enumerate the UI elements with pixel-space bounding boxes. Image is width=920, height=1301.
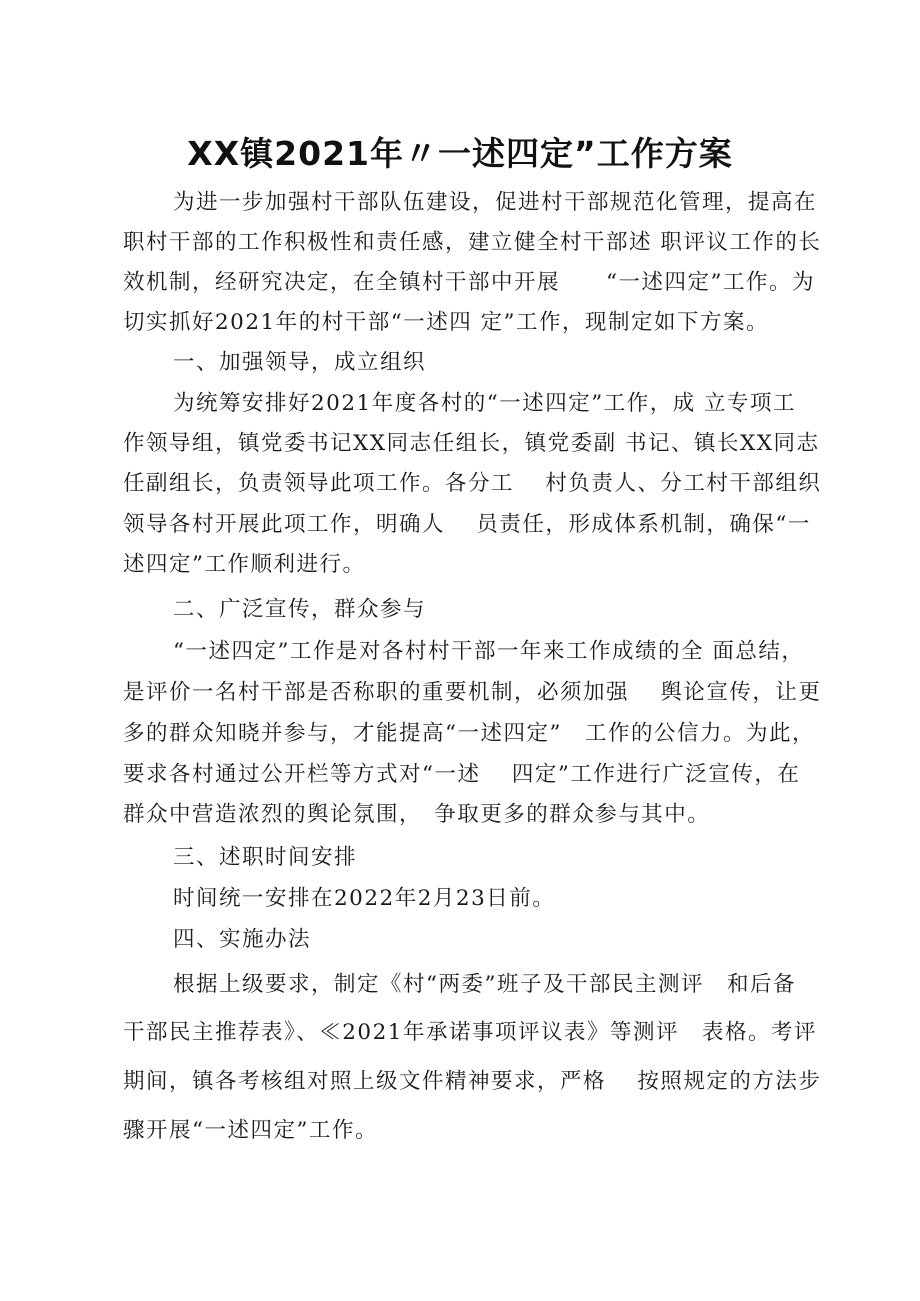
paragraph-line: 效机制，经研究决定，在全镇村干部中开展 “一述四定”工作。为 — [123, 270, 815, 295]
paragraph-line: 是评价一名村干部是否称职的重要机制，必须加强 舆论宣传，让更 — [123, 680, 822, 705]
paragraph-line: 时间统一安排在2022年2月23日前。 — [173, 886, 556, 911]
paragraph-line: 任副组长，负责领导此项工作。各分工 村负责人、分工村干部组织 — [123, 471, 822, 496]
section-heading: 三、述职时间安排 — [173, 845, 358, 870]
section-heading: 二、广泛宣传，群众参与 — [173, 597, 427, 622]
paragraph-line: 作领导组，镇党委书记XX同志任组长，镇党委副 书记、镇长XX同志 — [123, 431, 820, 456]
paragraph-line: 干部民主推荐表》、≪2021年承诺事项评议表》等测评 表格。考评 — [123, 1020, 817, 1045]
paragraph-line: 群众中营造浓烈的舆论氛围， 争取更多的群众参与其中。 — [123, 802, 711, 827]
paragraph-line: 期间，镇各考核组对照上级文件精神要求，严格 按照规定的方法步 — [123, 1069, 822, 1094]
section-heading: 一、加强领导，成立组织 — [173, 350, 427, 375]
paragraph-line: 职村干部的工作积极性和责任感，建立健全村干部述 职评议工作的长 — [123, 230, 822, 255]
paragraph-line: 多的群众知晓并参与，才能提高“一述四定” 工作的公信力。为此， — [123, 721, 815, 746]
paragraph-line: 切实抓好2021年的村干部“一述四 定”工作，现制定如下方案。 — [123, 310, 770, 335]
document-title: XX镇2021年〃一述四定”工作方案 — [187, 134, 733, 173]
section-heading: 四、实施办法 — [173, 927, 312, 952]
paragraph-line: 领导各村开展此项工作，明确人 员责任，形成体系机制，确保“一 — [123, 512, 811, 537]
paragraph-line: 述四定”工作顺利进行。 — [123, 552, 366, 577]
paragraph-line: 为统筹安排好2021年度各村的“一述四定”工作，成 立专项工 — [173, 391, 797, 416]
paragraph-line: 骤开展“一述四定”工作。 — [123, 1118, 378, 1143]
paragraph-line: 要求各村通过公开栏等方式对“一述 四定”工作进行广泛宣传，在 — [123, 762, 801, 787]
paragraph-line: 为进一步加强村干部队伍建设，促进村干部规范化管理，提高在 — [173, 190, 818, 215]
paragraph-line: “一述四定”工作是对各村村干部一年来工作成绩的全 面总结， — [173, 639, 805, 664]
paragraph-line: 根据上级要求，制定《村“两委”班子及干部民主测评 和后备 — [173, 972, 796, 997]
